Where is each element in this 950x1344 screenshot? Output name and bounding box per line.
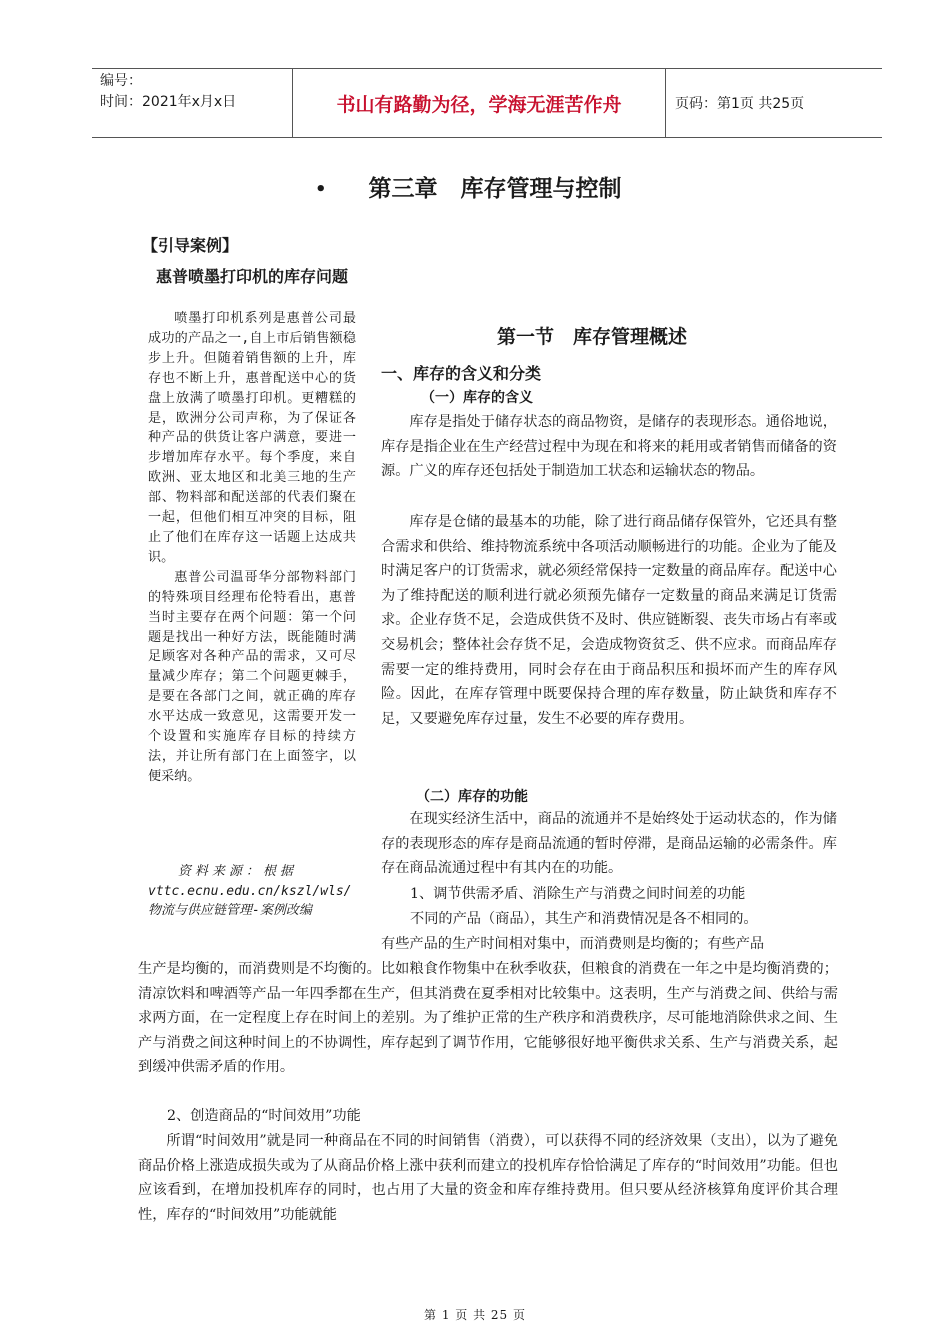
page-header <box>92 68 882 138</box>
doc-time-label: 时间：2021年x月x日 <box>100 94 237 110</box>
doc-number-label: 编号： <box>100 73 142 89</box>
paragraph-line: 不同的产品（商品），其生产和消费情况是各不相同的。 <box>410 911 758 927</box>
bullet-icon: • <box>315 179 327 200</box>
paragraph-time-utility: 所谓“时间效用”就是同一种商品在不同的时间销售（消费），可以获得不同的经济效果（支出），以为了避免商品价格上涨造成损失或为了从商品价格上涨中获利而建立的投机库存恰恰满足了库存的“时间效用”功能。但也应该看到，在增加投机库存的同时，也占用了大量的资金和库存维持费用。但只要从经济核算角度评价其合理性，库存的“时间效用”功能就能 <box>138 1133 838 1223</box>
case-paragraph: 喷墨打印机系列是惠普公司最成功的产品之一,自上市后销售额稳步上升。但随着销售额的上升，库存也不断上升，惠普配送中心的货盘上放满了喷墨打印机。更糟糕的是，欧洲分公司声称，为了保证各种产品的供货让客户满意，要进一步增加库存水平。每个季度，来自欧洲、亚太地区和北美三地的生产部、物料部和配送部的代表们聚在一起，但他们相互冲突的目标，阻止了他们在库存这一话题上达成共识。 <box>148 311 356 565</box>
paragraph-function: 在现实经济生活中，商品的流通并不是始终处于运动状态的，作为储存的表现形态的库存是商品流通的暂时停滞，是商品运输的必需条件。库存在商品流通过程中有其内在的功能。 <box>381 811 837 877</box>
paragraph-meaning: 库存是指处于储存状态的商品物资，是储存的表现形态。通俗地说，库存是指企业在生产经营过程中为现在和将来的耗用或者销售而储备的资源。广义的库存还包括处于制造加工状态和运输状态的物品。 <box>381 414 837 480</box>
header-motto-cell <box>292 69 666 137</box>
subheading-meaning: （一）库存的含义 <box>421 390 533 406</box>
case-label: 【引导案例】 <box>142 236 239 255</box>
case-title: 惠普喷墨打印机的库存问题 <box>155 267 348 286</box>
header-meta <box>100 71 236 113</box>
case-source-lead: 资料来源：根据 <box>177 864 297 879</box>
subheading-function: （二）库存的功能 <box>416 789 528 805</box>
header-motto: 书山有路勤为径，学海无涯苦作舟 <box>336 93 622 116</box>
chapter-title-text: 第三章 库存管理与控制 <box>368 176 622 202</box>
paragraph-line: 有些产品的生产时间相对集中，而消费则是均衡的；有些产品 <box>381 936 765 952</box>
item-1-heading: 1、调节供需矛盾、消除生产与消费之间时间差的功能 <box>410 886 746 902</box>
paragraph-balance: 生产是均衡的，而消费则是不均衡的。比如粮食作物集中在秋季收获，但粮食的消费在一年之中是均衡消费的；清凉饮料和啤酒等产品一年四季都在生产，但其消费在夏季相对比较集中。这表明，生产与消费之间、供给与需求两方面，在一定程度上存在时间上的差别。为了维护正常的生产秩序和消费秩序，尽可能地消除供求之间、生产与消费之间这种时间上的不协调性，库存起到了调节作用，它能够很好地平衡供求关系、生产与消费关系，起到缓冲供需矛盾的作用。 <box>138 961 838 1076</box>
item-2-heading: 2、创造商品的“时间效用”功能 <box>167 1108 361 1124</box>
case-source <box>148 862 356 921</box>
header-page-info: 页码：第1页 共25页 <box>675 96 805 112</box>
chapter-title <box>315 170 622 203</box>
paragraph-function-intro: 库存是仓储的最基本的功能，除了进行商品储存保管外，它还具有整合需求和供给、维持物流系统中各项活动顺畅进行的功能。企业为了能及时满足客户的订货需求，就必须经常保持一定数量的商品库存。配送中心为了维持配送的顺利进行就必须预先储存一定数量的商品来满足订货需求。企业存货不足，会造成供货不及时、供应链断裂、丧失市场占有率或交易机会；整体社会存货不足，会造成物资贫乏、供不应求。而商品库存需要一定的维持费用，同时会存在由于商品积压和损坏而产生的库存风险。因此，在库存管理中既要保持合理的库存数量，防止缺货和库存不足，又要避免库存过量，发生不必要的库存费用。 <box>381 514 837 727</box>
heading-1: 一、库存的含义和分类 <box>381 364 542 383</box>
section-title: 第一节 库存管理概述 <box>497 326 688 348</box>
case-source-rest: vttc.ecnu.edu.cn/kszl/wls/物流与供应链管理-案例改编 <box>148 883 352 918</box>
page-footer: 第 1 页 共 25 页 <box>424 1308 526 1322</box>
case-paragraph: 惠普公司温哥华分部物料部门的特殊项目经理布伦特看出，惠普当时主要存在两个问题：第一个问题是找出一种好方法，既能随时满足顾客对各种产品的需求，又可尽量减少库存；第二个问题更棘手，是要在各部门之间，就正确的库存水平达成一致意见，这需要开发一个设置和实施库存目标的持续方法，并让所有部门在上面签字，以便采纳。 <box>148 569 356 784</box>
case-body <box>148 309 356 787</box>
